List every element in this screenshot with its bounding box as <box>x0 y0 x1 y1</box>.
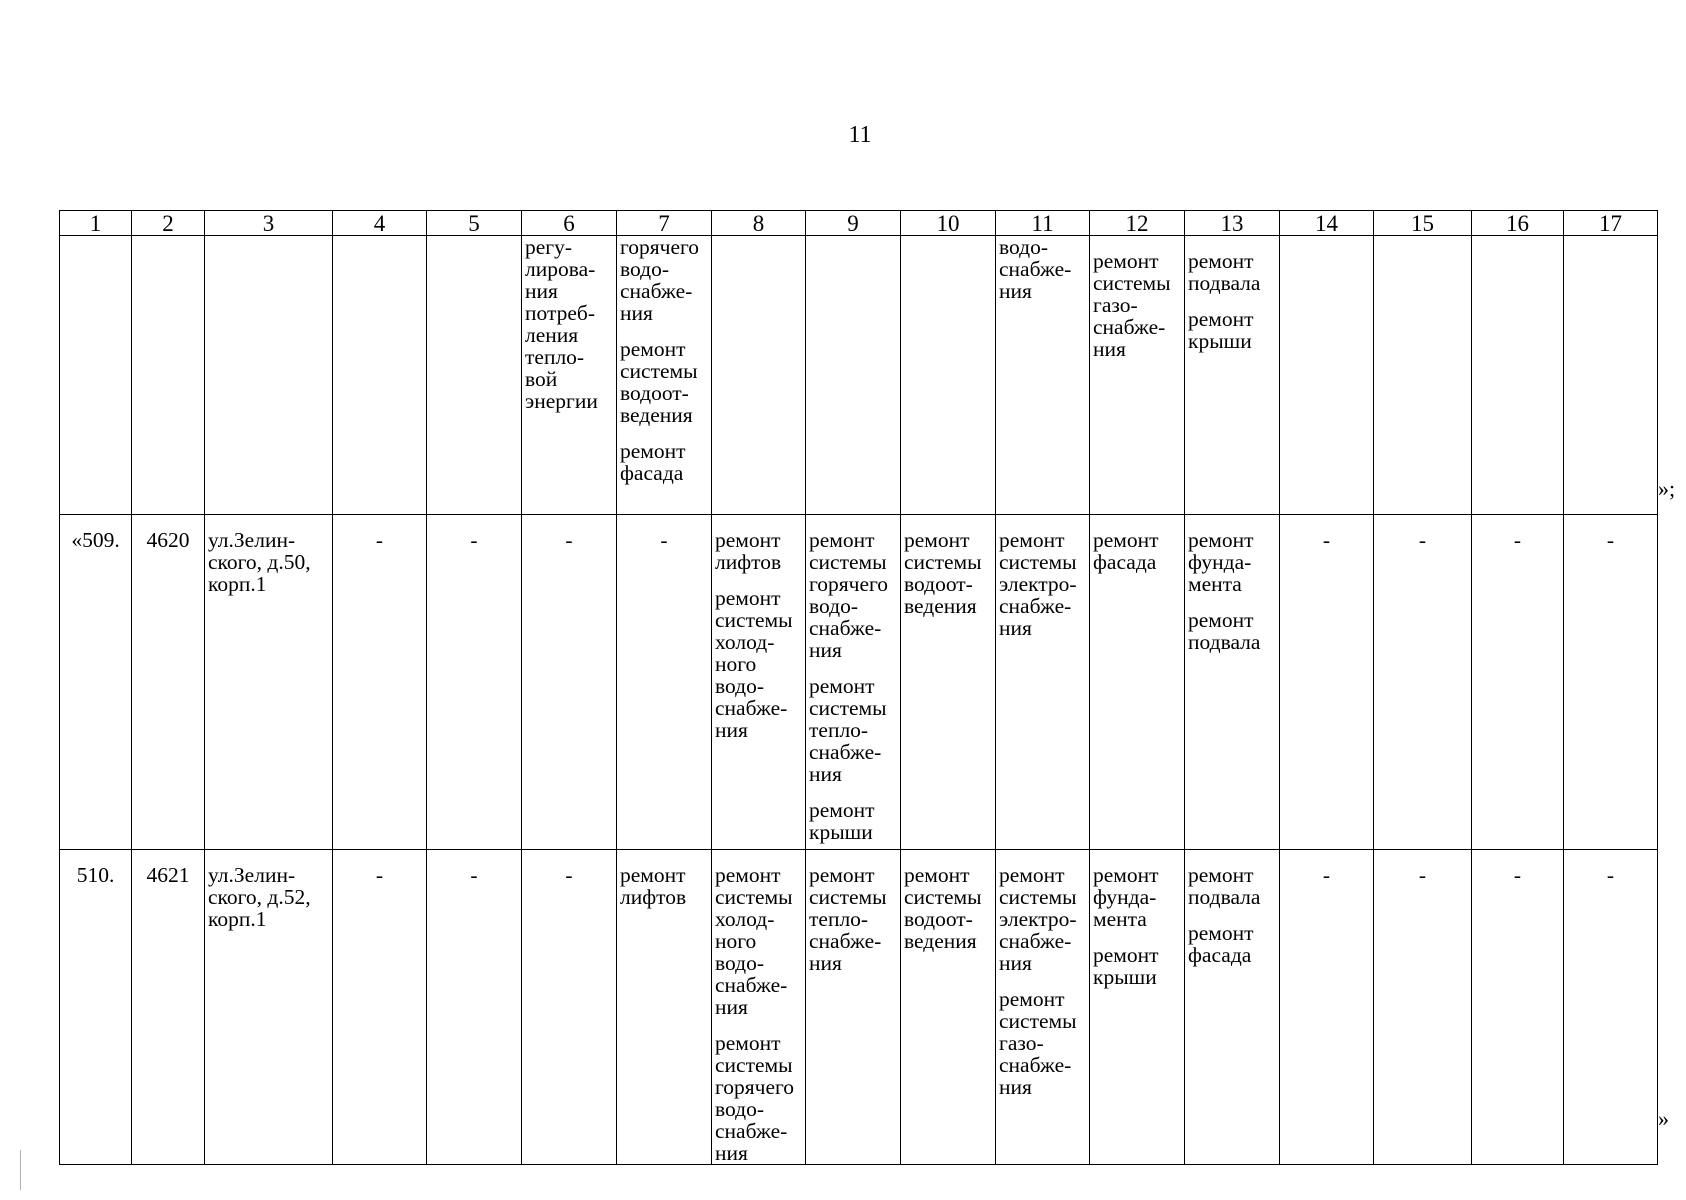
cell-line: регу- <box>525 235 573 259</box>
building-code: 4621 <box>132 850 205 1165</box>
cell-line: холод- <box>715 907 775 931</box>
repair-item <box>715 1032 802 1164</box>
repair-item <box>1188 308 1276 352</box>
column-number: 7 <box>617 211 712 236</box>
cell-line: системы <box>999 885 1077 909</box>
cell-line: системы <box>715 1053 793 1077</box>
continuation-row <box>60 236 1658 515</box>
cell-line: ния <box>809 638 842 662</box>
cell-line: системы <box>809 550 887 574</box>
column-number: 11 <box>996 211 1090 236</box>
cell-dash: - <box>1564 850 1658 1165</box>
cell <box>806 236 901 515</box>
cell-line: подвала <box>1188 271 1261 295</box>
cell-works <box>522 236 617 515</box>
cell-works <box>806 850 901 1165</box>
cell-line: ния <box>715 1141 748 1165</box>
cell-line: ремонт <box>999 528 1065 552</box>
cell-line: фасада <box>1093 550 1157 574</box>
cell-line: холод- <box>715 630 775 654</box>
cell-dash: - <box>1472 515 1564 850</box>
cell-line: снабже- <box>620 279 693 303</box>
repair-item <box>809 529 897 661</box>
repair-item <box>715 529 802 573</box>
repair-item <box>620 338 708 426</box>
cell-works <box>712 850 806 1165</box>
cell-line: системы <box>1093 271 1171 295</box>
repair-item <box>620 236 708 324</box>
cell-line: ведения <box>620 403 693 427</box>
address <box>205 515 333 850</box>
cell-line: водо- <box>715 1097 764 1121</box>
row-number: 510. <box>60 850 132 1165</box>
cell-line: подвала <box>1188 630 1261 654</box>
cell-line: ния <box>809 951 842 975</box>
cell-line: лирова- <box>525 257 596 281</box>
cell-dash: - <box>1472 850 1564 1165</box>
cell-line: ния <box>809 762 842 786</box>
cell-line: снабже- <box>1093 315 1166 339</box>
cell-dash: - <box>333 850 427 1165</box>
cell-line: ления <box>525 323 579 347</box>
repair-item <box>1093 944 1181 988</box>
cell-line: ремонт <box>1093 249 1159 273</box>
cell-line: ремонт <box>999 863 1065 887</box>
cell-line: потреб- <box>525 301 596 325</box>
building-code: 4620 <box>132 515 205 850</box>
cell-line: ремонт <box>715 586 781 610</box>
cell-dash: - <box>427 850 522 1165</box>
cell-line: снабже- <box>715 696 788 720</box>
cell-line: ремонт <box>1188 307 1254 331</box>
cell-works <box>1185 515 1280 850</box>
cell-line: водо- <box>809 594 858 618</box>
cell-line: водо- <box>999 235 1048 259</box>
cell-works <box>806 515 901 850</box>
column-number: 14 <box>1280 211 1374 236</box>
repair-item <box>999 988 1086 1098</box>
cell-line: ния <box>999 279 1032 303</box>
cell-works <box>1185 236 1280 515</box>
cell <box>1564 236 1658 515</box>
cell <box>1374 236 1472 515</box>
cell <box>333 236 427 515</box>
cell-line: снабже- <box>715 1119 788 1143</box>
cell-line: тепло- <box>809 718 869 742</box>
cell-line: ремонт <box>904 528 970 552</box>
cell-line: фасада <box>620 461 684 485</box>
cell-line: ния <box>1093 337 1126 361</box>
repair-item <box>1093 864 1181 930</box>
cell-line: системы <box>620 359 698 383</box>
cell-dash: - <box>1374 850 1472 1165</box>
cell-works <box>996 515 1090 850</box>
cell-line: крыши <box>809 820 873 844</box>
cell-line: корп.1 <box>208 907 267 931</box>
cell-line: фунда- <box>1093 885 1157 909</box>
repair-item <box>809 799 897 843</box>
table-row <box>60 515 1658 850</box>
cell-line: ремонт <box>715 528 781 552</box>
cell-line: ского, д.50, <box>208 550 311 574</box>
cell-line: ремонт <box>1093 863 1159 887</box>
cell <box>712 236 806 515</box>
cell-line: ремонт <box>809 798 875 822</box>
cell-dash: - <box>427 515 522 850</box>
cell-line: снабже- <box>809 616 882 640</box>
cell-works <box>617 850 712 1165</box>
cell-line: ул.Зелин- <box>208 528 296 552</box>
cell-line: ния <box>999 1075 1032 1099</box>
cell-line: ремонт <box>904 863 970 887</box>
cell-line: снабже- <box>999 257 1072 281</box>
cell-line: водоот- <box>904 572 973 596</box>
cell-line: горячего <box>809 572 889 596</box>
cell-line: ного <box>715 929 757 953</box>
repair-item <box>1188 609 1276 653</box>
column-number: 4 <box>333 211 427 236</box>
cell-line: ремонт <box>1188 921 1254 945</box>
repair-schedule-table <box>59 210 1658 1165</box>
cell-line: ремонт <box>1188 608 1254 632</box>
cell-line: подвала <box>1188 885 1261 909</box>
cell <box>60 236 132 515</box>
cell-line: ского, д.52, <box>208 885 311 909</box>
cell-dash: - <box>1564 515 1658 850</box>
cell-line: мента <box>1093 907 1147 931</box>
cell-line: ведения <box>904 594 977 618</box>
cell-line: системы <box>904 550 982 574</box>
cell <box>205 236 333 515</box>
cell-line: ремонт <box>809 863 875 887</box>
repair-item <box>1188 922 1276 966</box>
cell-works <box>1090 850 1185 1165</box>
cell-works <box>1090 236 1185 515</box>
cell-works <box>1090 515 1185 850</box>
margin-mark <box>20 1150 22 1190</box>
cell-dash: - <box>522 850 617 1165</box>
row-number: «509. <box>60 515 132 850</box>
cell-line: электро- <box>999 572 1077 596</box>
cell-line: водоот- <box>620 381 689 405</box>
address <box>205 850 333 1165</box>
cell-line: системы <box>809 885 887 909</box>
cell-works <box>712 515 806 850</box>
cell-works <box>901 850 996 1165</box>
cell-dash: - <box>617 515 712 850</box>
column-number: 5 <box>427 211 522 236</box>
cell-line: корп.1 <box>208 572 267 596</box>
cell-line: ремонт <box>620 337 686 361</box>
cell-dash: - <box>522 515 617 850</box>
repair-item <box>715 587 802 741</box>
column-number: 13 <box>1185 211 1280 236</box>
cell-line: лифтов <box>620 885 687 909</box>
cell-works <box>901 515 996 850</box>
closing-quote-mark: » <box>1658 1106 1669 1131</box>
repair-item <box>715 864 802 1018</box>
cell-line: ремонт <box>715 1031 781 1055</box>
repair-item <box>1188 250 1276 294</box>
cell-line: ного <box>715 652 757 676</box>
cell <box>1280 236 1374 515</box>
cell-line: фунда- <box>1188 550 1252 574</box>
cell <box>427 236 522 515</box>
cell-dash: - <box>333 515 427 850</box>
column-number: 17 <box>1564 211 1658 236</box>
column-number: 12 <box>1090 211 1185 236</box>
cell-line: ния <box>999 951 1032 975</box>
column-number: 3 <box>205 211 333 236</box>
cell-line: ния <box>999 616 1032 640</box>
column-number: 10 <box>901 211 996 236</box>
column-number-row <box>60 211 1658 236</box>
column-number: 2 <box>132 211 205 236</box>
cell-line: мента <box>1188 572 1242 596</box>
page-number: 11 <box>848 122 872 148</box>
cell <box>901 236 996 515</box>
cell-line: системы <box>904 885 982 909</box>
column-number: 1 <box>60 211 132 236</box>
cell-line: тепло- <box>525 345 585 369</box>
column-number: 6 <box>522 211 617 236</box>
repair-item <box>620 440 708 484</box>
closing-quote-mark: »; <box>1658 476 1676 501</box>
cell <box>1472 236 1564 515</box>
cell-works <box>617 236 712 515</box>
cell-dash: - <box>1280 515 1374 850</box>
repair-item <box>1188 529 1276 595</box>
cell-line: крыши <box>1093 965 1157 989</box>
repair-item <box>809 675 897 785</box>
cell <box>132 236 205 515</box>
cell-line: ремонт <box>809 528 875 552</box>
cell-line: ремонт <box>999 987 1065 1011</box>
cell-line: снабже- <box>999 594 1072 618</box>
table-row <box>60 850 1658 1165</box>
cell-line: ремонт <box>1093 528 1159 552</box>
cell-line: фасада <box>1188 943 1252 967</box>
cell-line: ремонт <box>1188 249 1254 273</box>
cell-line: ремонт <box>1093 943 1159 967</box>
cell-line: газо- <box>1093 293 1138 317</box>
cell-works <box>996 236 1090 515</box>
cell-line: системы <box>715 608 793 632</box>
repair-item <box>999 864 1086 974</box>
cell-line: лифтов <box>715 550 782 574</box>
cell-line: снабже- <box>809 929 882 953</box>
cell-line: водо- <box>715 674 764 698</box>
cell-works <box>996 850 1090 1165</box>
column-number: 15 <box>1374 211 1472 236</box>
cell-line: горячего <box>715 1075 795 1099</box>
cell-line: крыши <box>1188 329 1252 353</box>
cell-line: ремонт <box>715 863 781 887</box>
cell-line: ния <box>525 279 558 303</box>
cell-line: ремонт <box>1188 528 1254 552</box>
cell-line: ремонт <box>620 863 686 887</box>
cell-line: ремонт <box>620 439 686 463</box>
cell-line: ведения <box>904 929 977 953</box>
cell-line: энергии <box>525 389 598 413</box>
cell-line: водо- <box>715 951 764 975</box>
cell-line: снабже- <box>809 740 882 764</box>
cell-line: горячего <box>620 235 700 259</box>
column-number: 9 <box>806 211 901 236</box>
cell-line: водоот- <box>904 907 973 931</box>
cell-line: снабже- <box>715 973 788 997</box>
cell-line: водо- <box>620 257 669 281</box>
column-number: 16 <box>1472 211 1564 236</box>
cell-line: ремонт <box>1188 863 1254 887</box>
cell-line: газо- <box>999 1031 1044 1055</box>
cell-line: тепло- <box>809 907 869 931</box>
cell-works <box>1185 850 1280 1165</box>
cell-line: системы <box>999 550 1077 574</box>
cell-line: снабже- <box>999 1053 1072 1077</box>
cell-line: снабже- <box>999 929 1072 953</box>
cell-line: системы <box>809 696 887 720</box>
cell-dash: - <box>1280 850 1374 1165</box>
cell-line: ния <box>715 718 748 742</box>
cell-line: вой <box>525 367 558 391</box>
cell-line: системы <box>715 885 793 909</box>
cell-line: электро- <box>999 907 1077 931</box>
cell-line: ремонт <box>809 674 875 698</box>
cell-dash: - <box>1374 515 1472 850</box>
cell-line: ния <box>715 995 748 1019</box>
column-number: 8 <box>712 211 806 236</box>
cell-line: ул.Зелин- <box>208 863 296 887</box>
cell-line: системы <box>999 1009 1077 1033</box>
cell-line: ния <box>620 301 653 325</box>
repair-item <box>1188 864 1276 908</box>
